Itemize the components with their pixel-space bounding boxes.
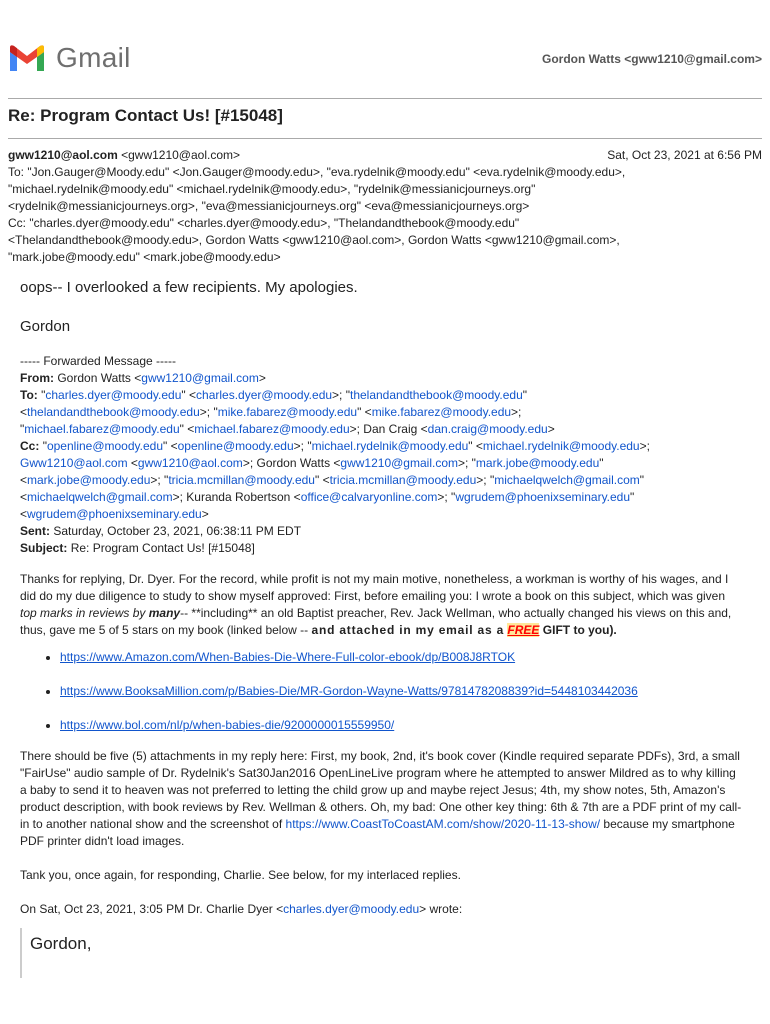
list-item bbox=[60, 683, 745, 700]
to-line-3: <rydelnik@messianicjourneys.org>, "eva@messianicjourneys.org" <eva@messianicjourneys.org> bbox=[8, 199, 530, 213]
email-link[interactable]: michael.fabarez@moody.edu bbox=[24, 422, 180, 436]
amazon-link[interactable]: https://www.Amazon.com/When-Babies-Die-Where-Full-color-ebook/dp/B008J8RTOK bbox=[60, 650, 516, 664]
message-date: Sat, Oct 23, 2021 at 6:56 PM bbox=[607, 148, 762, 162]
fwd-header: ----- Forwarded Message ----- bbox=[20, 354, 177, 368]
email-link[interactable]: mark.jobe@moody.edu bbox=[475, 456, 600, 470]
email-link[interactable]: openline@moody.edu bbox=[46, 439, 163, 453]
fwd-sent: Sent: Saturday, October 23, 2021, 06:38:11 PM EDT bbox=[20, 524, 302, 538]
email-link[interactable]: Gww1210@aol.com bbox=[20, 456, 128, 470]
forwarded-block bbox=[20, 353, 745, 557]
email-link[interactable]: mark.jobe@moody.edu bbox=[27, 473, 151, 487]
free-highlight: FREE bbox=[507, 623, 540, 637]
sender-name: gww1210@aol.com bbox=[8, 148, 118, 162]
email-link[interactable]: thelandandthebook@moody.edu bbox=[27, 405, 200, 419]
email-link[interactable]: gww1210@gmail.com bbox=[141, 371, 259, 385]
email-link[interactable]: gww1210@gmail.com bbox=[340, 456, 458, 470]
reply-paragraph-1: Thanks for replying, Dr. Dyer. For the record, while profit is not my main motive, nonetheless, a workman is worthy of his wages, and I did do my due diligence to study to show myself approved: First, before emailing you: I wrote a book on this subject, which was given top marks in reviews by many-- **including** an old Baptist preacher, Rev. Jack Wellman, who actually changed his views on this and, thus, gave me 5 of 5 stars on my book (linked below -- and attached in my email as a FREE GIFT to you). bbox=[20, 572, 732, 637]
account-label: Gordon Watts <gww1210@gmail.com> bbox=[542, 52, 762, 66]
quote-attribution: On Sat, Oct 23, 2021, 3:05 PM Dr. Charlie Dyer <charles.dyer@moody.edu> wrote: bbox=[20, 902, 463, 916]
fwd-cc-1: Cc: "openline@moody.edu" <openline@moody.edu>; "michael.rydelnik@moody.edu" <michael.rydelnik@moody.edu>; bbox=[20, 439, 650, 453]
body-signature: Gordon bbox=[20, 318, 71, 335]
to-line-1: To: "Jon.Gauger@Moody.edu" <Jon.Gauger@moody.edu>, "eva.rydelnik@moody.edu" <eva.rydelnik@moody.edu>, bbox=[8, 165, 626, 179]
email-link[interactable]: tricia.mcmillan@moody.edu bbox=[168, 473, 315, 487]
email-link[interactable]: thelandandthebook@moody.edu bbox=[349, 388, 523, 402]
booksamillion-link[interactable]: https://www.BooksaMillion.com/p/Babies-Die/MR-Gordon-Wayne-Watts/9781478208839?id=5448103442036 bbox=[60, 684, 638, 698]
fwd-cc-3: <mark.jobe@moody.edu>; "tricia.mcmillan@moody.edu" <tricia.mcmillan@moody.edu>; "michaelqwelch@gmail.com" bbox=[20, 473, 645, 487]
email-link[interactable]: mike.fabarez@moody.edu bbox=[217, 405, 358, 419]
email-link[interactable]: openline@moody.edu bbox=[177, 439, 294, 453]
fwd-from: From: Gordon Watts <gww1210@gmail.com> bbox=[20, 371, 266, 385]
email-link[interactable]: michaelqwelch@gmail.com bbox=[27, 490, 173, 504]
sender-address: <gww1210@aol.com> bbox=[121, 148, 241, 162]
email-link[interactable]: office@calvaryonline.com bbox=[300, 490, 438, 504]
cc-line-3: "mark.jobe@moody.edu" <mark.jobe@moody.edu> bbox=[8, 250, 281, 264]
email-link[interactable]: tricia.mcmillan@moody.edu bbox=[329, 473, 477, 487]
quoted-message bbox=[20, 928, 745, 978]
coasttocoast-link[interactable]: https://www.CoastToCoastAM.com/show/2020-11-13-show/ bbox=[285, 817, 601, 831]
fwd-cc-4: <michaelqwelch@gmail.com>; Kuranda Robertson <office@calvaryonline.com>; "wgrudem@phoenixseminary.edu" bbox=[20, 490, 635, 504]
email-link[interactable]: wgrudem@phoenixseminary.edu bbox=[27, 507, 202, 521]
email-link[interactable]: michael.rydelnik@moody.edu bbox=[482, 439, 640, 453]
email-link[interactable]: michael.rydelnik@moody.edu bbox=[311, 439, 469, 453]
gmail-logo[interactable] bbox=[8, 42, 131, 74]
to-line-2: "michael.rydelnik@moody.edu" <michael.rydelnik@moody.edu>, "rydelnik@messianicjourneys.org" bbox=[8, 182, 536, 196]
fwd-to-3: "michael.fabarez@moody.edu" <michael.fabarez@moody.edu>; Dan Craig <dan.craig@moody.edu> bbox=[20, 422, 555, 436]
email-link[interactable]: charles.dyer@moody.edu bbox=[45, 388, 182, 402]
fwd-subject: Subject: Re: Program Contact Us! [#15048] bbox=[20, 541, 255, 555]
email-link[interactable]: wgrudem@phoenixseminary.edu bbox=[455, 490, 631, 504]
fwd-cc-2: Gww1210@aol.com <gww1210@aol.com>; Gordon Watts <gww1210@gmail.com>; "mark.jobe@moody.edu" bbox=[20, 456, 604, 470]
bol-link[interactable]: https://www.bol.com/nl/p/when-babies-die/9200000015559950/ bbox=[60, 718, 395, 732]
message-body bbox=[20, 278, 745, 978]
gmail-m-icon bbox=[8, 43, 46, 73]
email-link[interactable]: mike.fabarez@moody.edu bbox=[371, 405, 512, 419]
list-item bbox=[60, 717, 745, 734]
message-meta bbox=[8, 147, 762, 266]
reply-paragraph-2: There should be five (5) attachments in my reply here: First, my book, 2nd, it's book cover (Kindle required separate PDFs), 3rd, a small "FairUse" audio sample of Dr. Rydelnik's Sat30Jan2016 OpenLineLive program where he attempted to answer Mildred as to why killing a baby to send it to heaven was not preferred to letting the child grow up and maybe reject Jesus; 4th, my show notes, 5th, Amazon's product description, with book reviews by Rev. Wellman & others. Oh, my bad: One other key thing: 6th & 7th are a PDF print of my call-in to another national show and the screenshot of https://www.CoastToCoastAM.com/show/2020-11-13-show/ because my smartphone PDF printer didn't load images. bbox=[20, 749, 742, 848]
email-link[interactable]: gww1210@aol.com bbox=[137, 456, 243, 470]
email-link[interactable]: michaelqwelch@gmail.com bbox=[494, 473, 640, 487]
email-link[interactable]: charles.dyer@moody.edu bbox=[283, 902, 420, 916]
book-links-list bbox=[20, 649, 745, 734]
body-oops: oops-- I overlooked a few recipients. My apologies. bbox=[20, 279, 358, 296]
cc-line-1: Cc: "charles.dyer@moody.edu" <charles.dyer@moody.edu>, "Thelandandthebook@moody.edu" bbox=[8, 216, 520, 230]
thread-subject: Re: Program Contact Us! [#15048] bbox=[8, 106, 283, 125]
header-divider bbox=[8, 98, 762, 99]
gmail-header bbox=[8, 40, 762, 80]
quoted-greeting: Gordon, bbox=[30, 934, 92, 953]
subject-divider bbox=[8, 138, 762, 139]
cc-line-2: <Thelandandthebook@moody.edu>, Gordon Watts <gww1210@aol.com>, Gordon Watts <gww1210@gmail.com>, bbox=[8, 233, 620, 247]
gmail-wordmark: Gmail bbox=[56, 42, 131, 73]
email-link[interactable]: dan.craig@moody.edu bbox=[427, 422, 548, 436]
email-link[interactable]: michael.fabarez@moody.edu bbox=[194, 422, 350, 436]
fwd-to-1: To: "charles.dyer@moody.edu" <charles.dyer@moody.edu>; "thelandandthebook@moody.edu" bbox=[20, 388, 528, 402]
email-link[interactable]: charles.dyer@moody.edu bbox=[196, 388, 333, 402]
fwd-to-2: <thelandandthebook@moody.edu>; "mike.fabarez@moody.edu" <mike.fabarez@moody.edu>; bbox=[20, 405, 522, 419]
list-item bbox=[60, 649, 745, 666]
reply-paragraph-3: Tank you, once again, for responding, Charlie. See below, for my interlaced replies. bbox=[20, 868, 461, 882]
fwd-cc-5: <wgrudem@phoenixseminary.edu> bbox=[20, 507, 209, 521]
